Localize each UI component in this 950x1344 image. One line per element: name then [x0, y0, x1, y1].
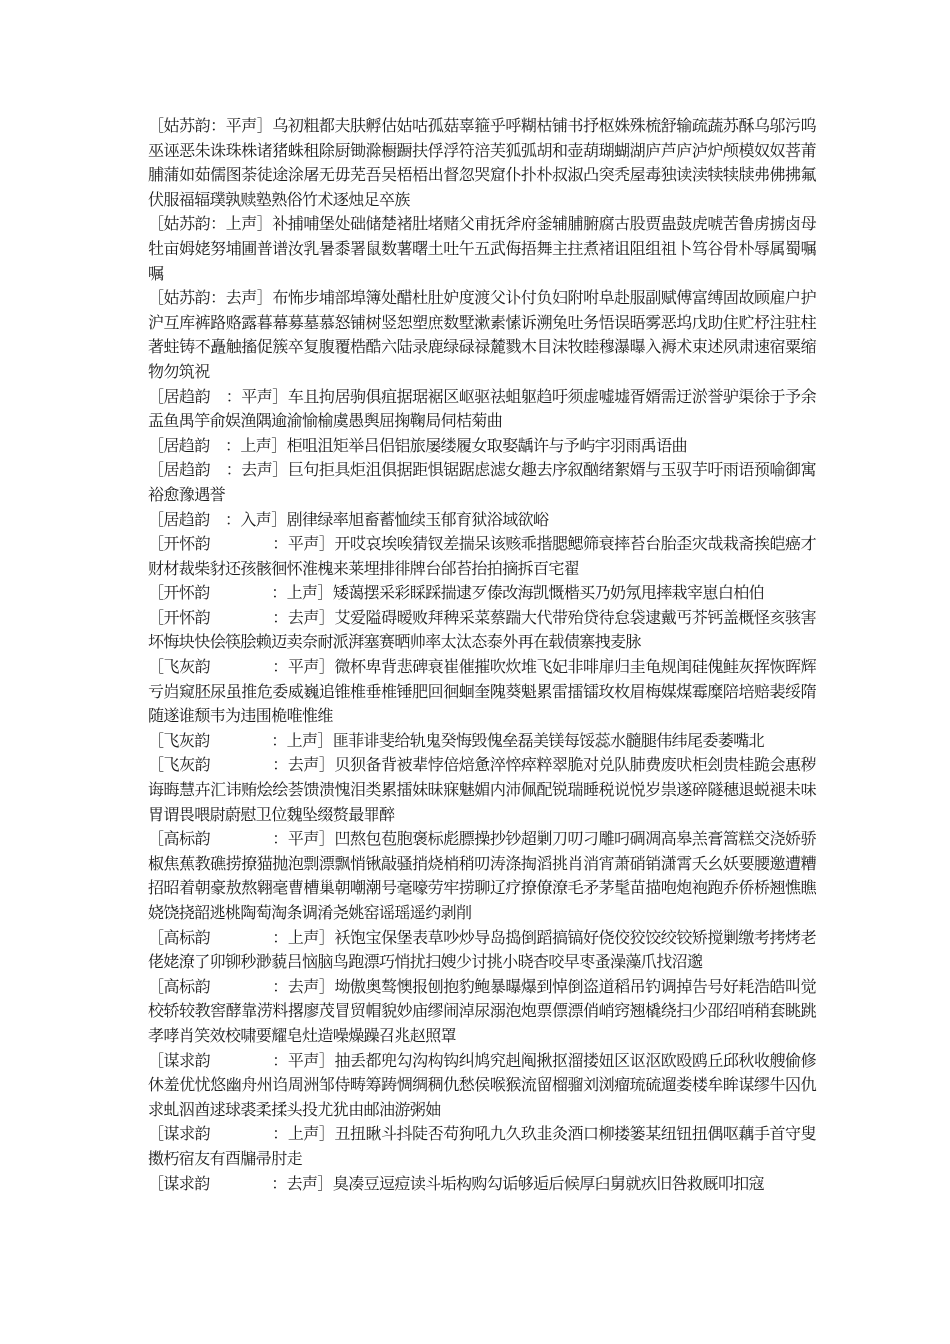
- rhyme-label: ［飞灰韵 ：去声］: [148, 755, 335, 775]
- rhyme-entry: [148, 385, 816, 434]
- rhyme-label: ［谋求韵 ：平声］: [148, 1050, 335, 1070]
- rhyme-label: ［姑苏韵：上声］: [148, 214, 273, 234]
- rhyme-label: ［高标韵 ：上声］: [148, 927, 335, 947]
- rhyme-entry: [148, 532, 816, 581]
- rhyme-label: ［飞灰韵 ：平声］: [148, 657, 335, 677]
- rhyme-characters: 丑扭瞅斗抖陡否苟狗吼九久玖韭灸酒口柳搂篓某纽钮扭偶呕藕手首守叟擞朽宿友有酉牖帚肘走: [148, 1124, 816, 1168]
- rhyme-characters: 剧律绿率旭畜蓄恤续玉郁育狱浴域欲峪: [286, 509, 549, 529]
- rhyme-entry: [148, 508, 816, 533]
- rhyme-entry: [148, 286, 816, 384]
- rhyme-entry: [148, 1172, 816, 1197]
- rhyme-entry: [148, 581, 816, 606]
- rhyme-label: ［居趋韵 ：平声］: [148, 386, 288, 406]
- rhyme-label: ［高标韵 ：去声］: [148, 976, 335, 996]
- rhyme-characters: 匪菲诽斐给轨鬼癸悔毁傀垒磊美镁每馁蕊水髓腿伟纬尾委萎嘴北: [332, 730, 765, 750]
- rhyme-characters: 抽丢都兜勾沟构钩纠鸠究赳阄揪抠溜搂妞区讴沤欧殴鸥丘邱秋收艘偷修休羞优忧悠幽舟州诌周洲邹侍畴筹踌惆绸稠仇愁侯喉猴流留榴骝刘浏瘤琉硫遛娄楼牟眸谋缪牛囚仇求虬泅酋逑球裘柔揉头投尤犹由邮油游粥妯: [148, 1050, 816, 1119]
- rhyme-label: ［居趋韵 ：去声］: [148, 460, 288, 480]
- rhyme-entry: [148, 753, 816, 827]
- rhyme-characters: 臭凑豆逗痘读斗垢构购勾诟够逅后候厚臼舅就疚旧咎救厩叩扣寇: [332, 1173, 765, 1193]
- rhyme-label: ［开怀韵 ：平声］: [148, 534, 335, 554]
- rhyme-entry: [148, 114, 816, 212]
- rhyme-characters: 巨句拒具炬沮俱据距惧锯踞虑滤女趣去序叙酗绪絮婿与玉驭芋吁雨语预喻御寓裕愈豫遇誉: [148, 460, 816, 504]
- rhyme-label: ［姑苏韵：去声］: [148, 288, 273, 308]
- rhyme-entry: [148, 729, 816, 754]
- rhyme-characters: 柜咀沮矩举吕侣铝旅屡缕履女取娶龋许与予屿宇羽雨禹语曲: [286, 435, 688, 455]
- rhyme-characters: 微杯卑背悲碑衰崔催摧吹炊堆飞妃非啡扉归圭龟规闺硅傀鲑灰挥恢晖辉亏岿窥胚尿虽推危委威巍追锥椎垂椎锤肥回徊蛔奎隗葵魁累雷擂镭玫枚眉梅媒煤霉糜陪培赔裴绥隋随遂谁颓韦为违围桅唯惟维: [148, 657, 816, 726]
- rhyme-entry: [148, 434, 816, 459]
- rhyme-label: ［居趋韵 ：入声］: [148, 509, 287, 529]
- rhyme-entry: [148, 606, 816, 655]
- rhyme-label: ［姑苏韵：平声］: [148, 116, 273, 135]
- rhyme-characters: 乌初粗都夫肤孵估姑咕孤菇辜箍乎呼糊枯铺书抒枢姝殊梳舒输疏蔬苏酥乌邬污呜巫诬恶朱诛珠株诸猪蛛租除厨锄滁橱蹰扶俘浮符涪芙狐弧胡和壶葫瑚蝴湖庐芦庐泸炉颅模奴奴菩莆脯蒲如茹儒图荼徒途涂屠无毋芜吾吴梧梧出督忽哭窟仆扑朴叔淑凸突秃屋毒独读渎犊犊牍弗佛拂氟伏服福辐璞孰赎塾熟俗竹术逐烛足卒族: [148, 116, 816, 209]
- rhyme-label: ［高标韵 ：平声］: [148, 829, 335, 849]
- rhyme-label: ［飞灰韵 ：上声］: [148, 730, 333, 750]
- rhyme-label: ［谋求韵 ：去声］: [148, 1173, 333, 1193]
- rhyme-entry: [148, 212, 816, 286]
- rhyme-characters: 补捕哺堡处础储楚褚肚堵赌父甫抚斧府釜辅脯腑腐古股贾蛊鼓虎唬苦鲁虏掳卤母牡亩姆姥努埔圃普谱汝乳暑黍署鼠数薯曙土吐午五武侮捂舞主拄煮褚诅阻组祖卜笃谷骨朴辱属蜀嘱嘱: [148, 214, 816, 283]
- rhyme-document: [148, 114, 816, 1196]
- rhyme-characters: 艾爱隘碍暧败拜稗采菜蔡踹大代带殆贷待怠袋逮戴丐芥钙盖概怪亥骇害坏悔块快侩筷脍赖迈卖奈耐派湃塞赛晒帅率太汰态泰外再在载债寨拽麦脉: [148, 607, 816, 652]
- rhyme-entry: [148, 827, 816, 925]
- rhyme-characters: 布怖步埔部埠簿处醋杜肚妒度渡父讣付负妇附咐阜赴服副赋傅富缚固故顾雇户护沪互库裤路赂露暮幕募墓慕怒铺树竖恕塑庶数墅漱素愫诉溯兔吐务悟误晤雾恶坞戊助住贮杼注驻柱著蛀铸不矗触搐促簇卒复腹覆梏酷六陆录鹿绿碌禄麓戮木目沫牧睦穆瀑曝入褥术束述夙肃速宿粟缩物勿筑祝: [148, 288, 816, 381]
- rhyme-characters: 开哎哀埃唉猜钗差揣呆该赅乖揩腮鳃筛衰摔苔台胎歪灾哉栽斋挨皑癌才财材裁柴豺还孩骸徊怀淮槐来莱埋排徘牌台邰苔抬拍摘拆百宅翟: [148, 534, 816, 578]
- rhyme-label: ［开怀韵 ：去声］: [148, 607, 335, 627]
- rhyme-label: ［谋求韵 ：上声］: [148, 1124, 335, 1144]
- rhyme-entry: [148, 1049, 816, 1123]
- rhyme-entry: [148, 926, 816, 975]
- rhyme-characters: 矮蔼摆采彩睬踩揣逮歹傣改海凯慨楷买乃奶氖甩摔栽宰崽白柏伯: [332, 583, 765, 603]
- rhyme-entry: [148, 1122, 816, 1171]
- rhyme-label: ［居趋韵 ：上声］: [148, 435, 287, 455]
- rhyme-entry: [148, 975, 816, 1049]
- rhyme-label: ［开怀韵 ：上声］: [148, 583, 333, 603]
- rhyme-characters: 凹熬包苞胞褒标彪膘操抄钞超剿刀叨刁雕叼碉凋高皋羔膏篙糕交浇娇骄椒焦蕉教礁捞撩猫抛泡剽漂飘悄锹敲骚捎烧梢稍叨涛涤掏滔挑肖消宵萧硝销潇霄夭幺妖要腰邀遭糟招昭着朝豪敖熬翱毫曹槽巢朝嘲潮号毫嚎劳牢捞聊辽疗撩僚潦毛矛茅髦苗描咆炮袍跑乔侨桥翘憔瞧娆饶挠韶逃桃陶萄淘条调淆尧姚窑谣瑶遥约剥削: [148, 829, 816, 922]
- rhyme-characters: 坳傲奥骜懊报刨抱豹鲍暴曝爆到悼倒盗道稻吊钓调掉告号好耗浩皓叫觉校轿较教窖酵靠涝料撂廖茂冒贸帽貌妙庙缪闹淖尿溺泡炮票僄漂俏峭窍翘橇绕扫少邵绍哨稍套眺跳孝哮肖笑效校啸要耀皂灶造噪燥躁召兆赵照罩: [148, 976, 816, 1045]
- rhyme-characters: 袄饱宝保堡表草吵炒导岛捣倒蹈搞镐好侥佼狡饺绞铰矫搅剿缴考拷烤老佬姥潦了卯铆秒渺藐吕恼脑鸟跑漂巧悄扰扫嫂少讨挑小晓杳咬早枣蚤澡藻爪找沼邈: [148, 927, 816, 972]
- rhyme-entry: [148, 655, 816, 729]
- rhyme-characters: 车且拘居驹俱疽据琚裾区岖驱祛蛆躯趋吁须虚嘘墟胥婿需迂淤誉驴渠徐于予余盂鱼禺竽俞娱渔隅逾渝愉榆虞愚舆屈掬鞠局伺桔菊曲: [148, 386, 816, 431]
- rhyme-characters: 贝狈备背被辈悖倍焙惫淬悴瘁粹翠脆对兑队肺费废吠柜刽贵桂跪会惠秽诲晦慧卉汇讳贿烩绘荟馈溃愧泪类累擂妹昧寐魅媚内沛佩配锐瑞睡税说悦岁祟遂碎隧穗退蜕褪未味胃谓畏喂尉蔚慰卫位魏坠缀赘最罪醉: [148, 755, 816, 824]
- rhyme-entry: [148, 458, 816, 507]
